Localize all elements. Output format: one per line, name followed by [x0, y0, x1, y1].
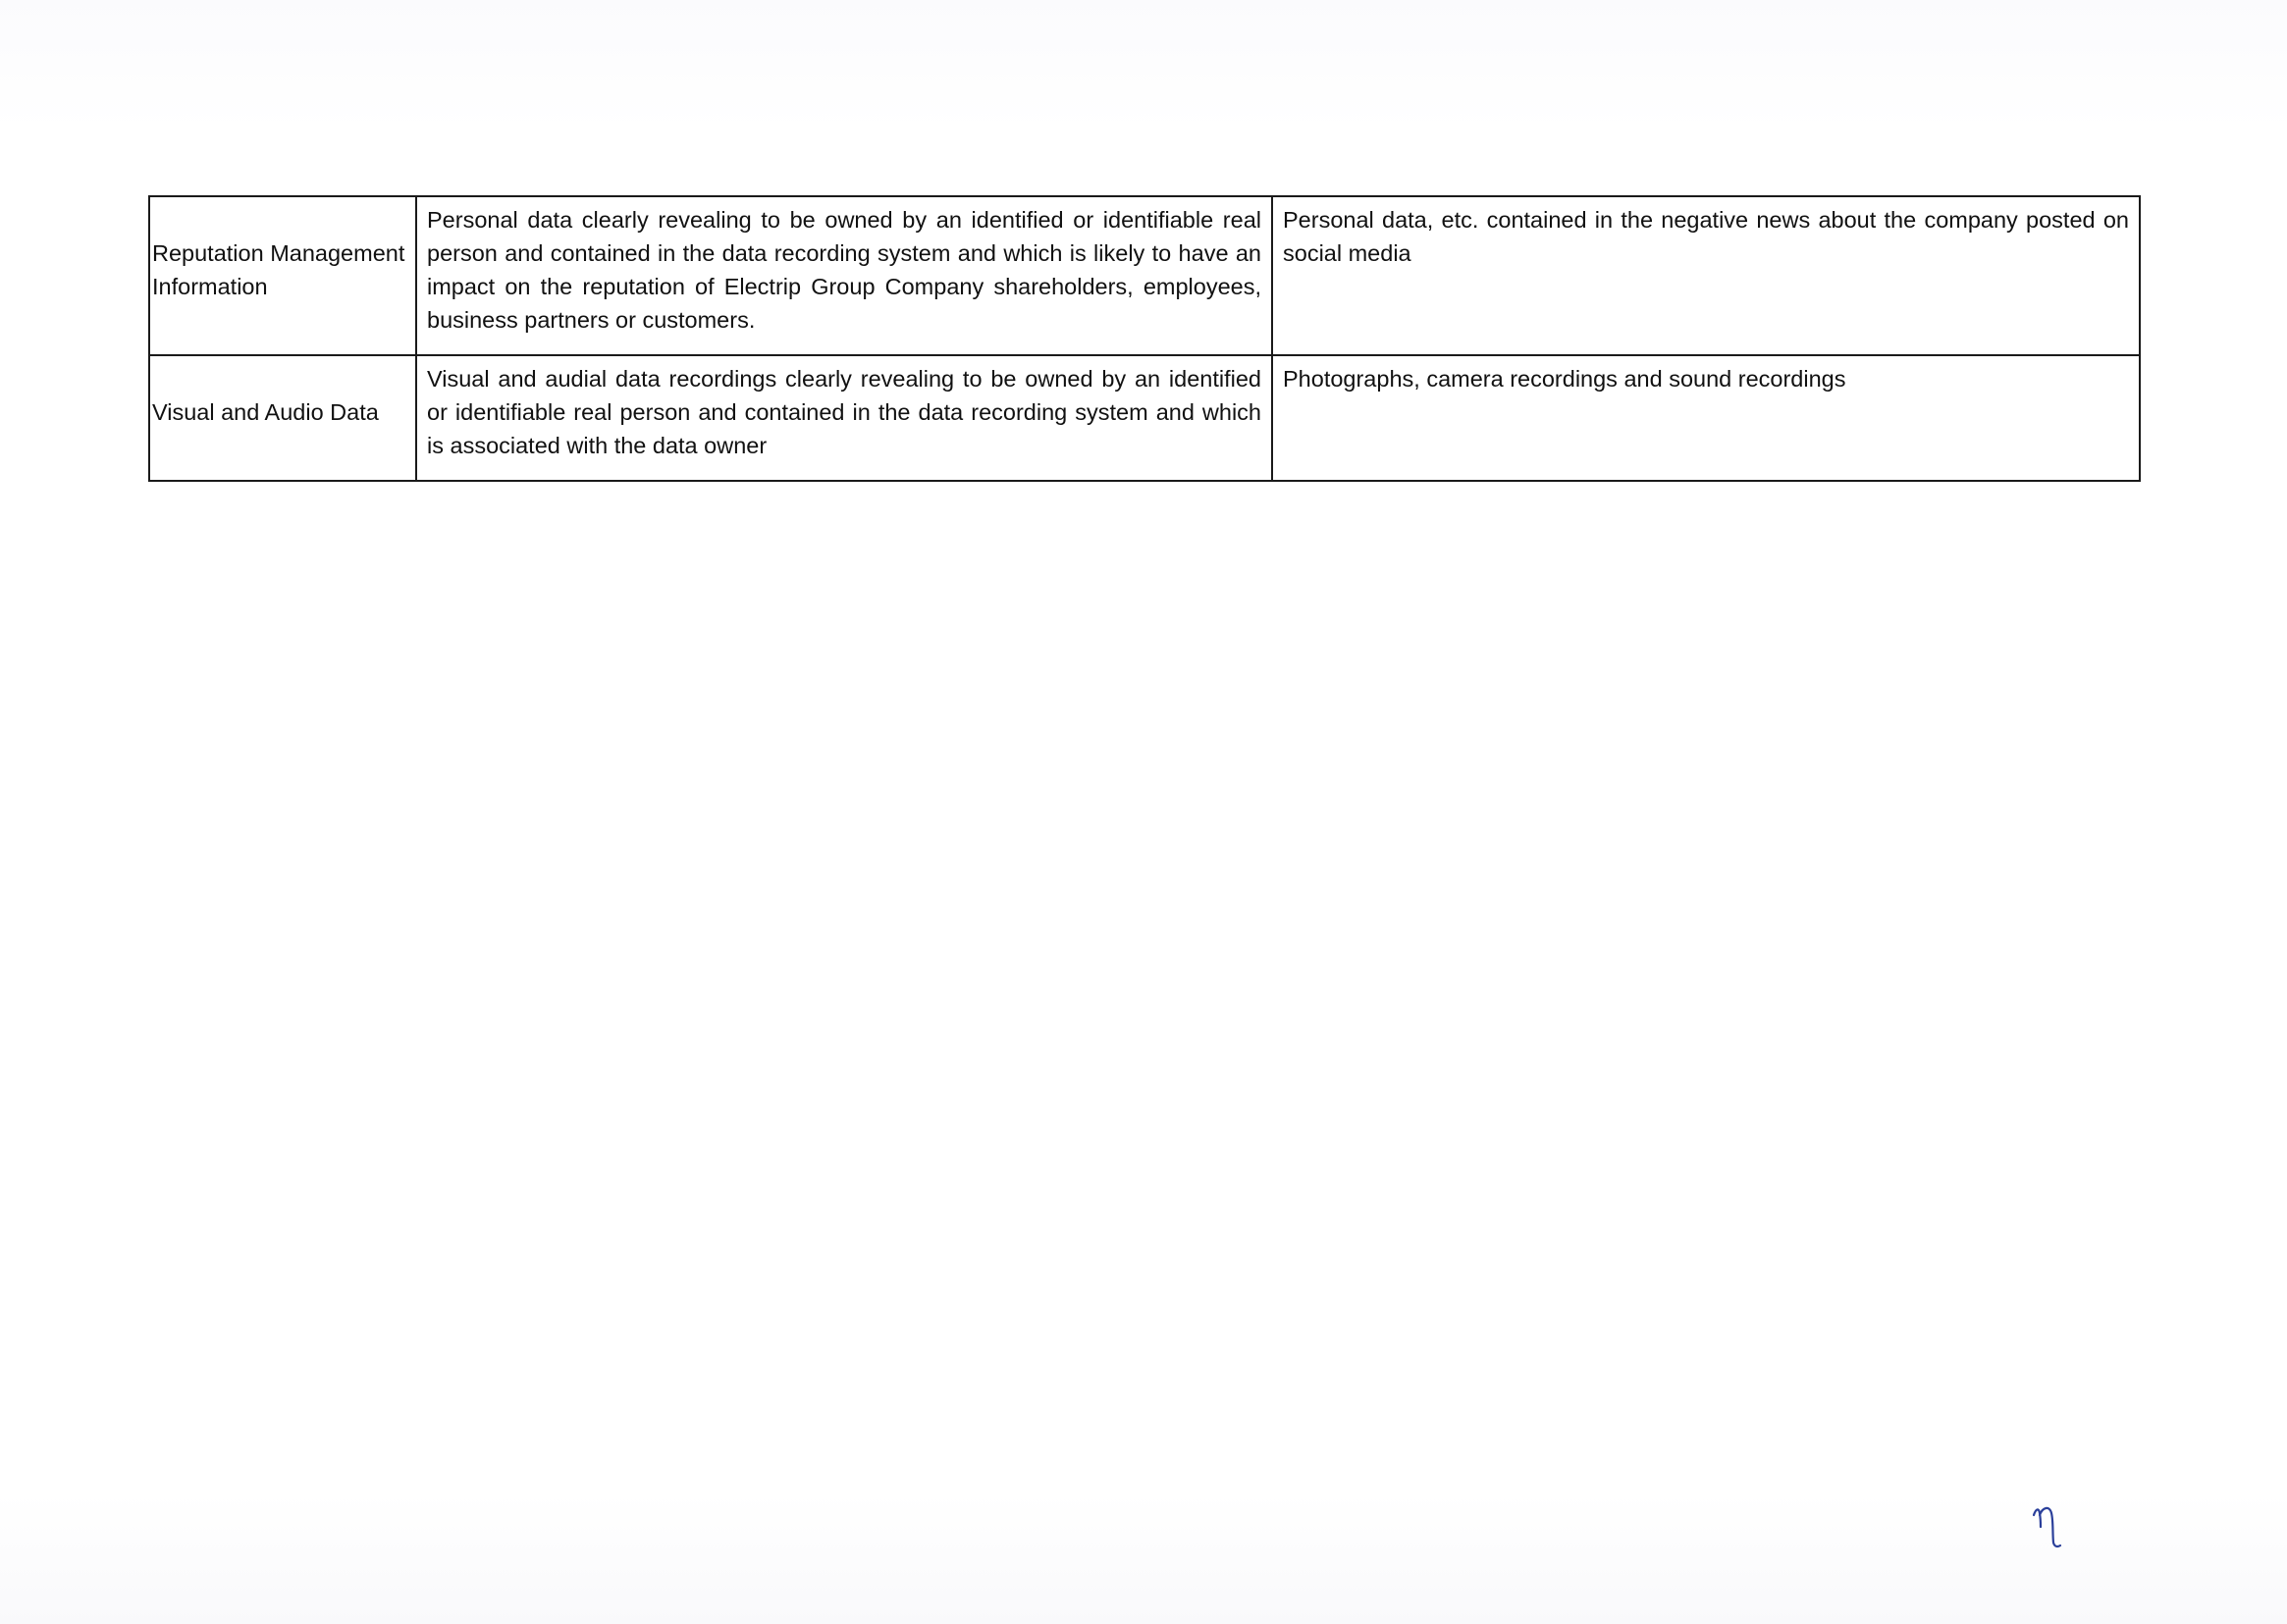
handwritten-initial-signature	[2030, 1501, 2069, 1550]
example-cell: Photographs, camera recordings and sound recordings	[1272, 355, 2140, 481]
table-row	[149, 355, 2140, 481]
table-row	[149, 196, 2140, 355]
description-cell: Visual and audial data recordings clearly revealing to be owned by an identified or identifiable real person and contained in the data recording system and which is associated with the data owner	[416, 355, 1272, 481]
category-cell: Reputation Management Information	[149, 196, 416, 355]
description-cell: Personal data clearly revealing to be owned by an identified or identifiable real person and contained in the data recording system and which is likely to have an impact on the reputation of Electrip Group Company shareholders, employees, business partners or customers.	[416, 196, 1272, 355]
personal-data-table	[148, 195, 2141, 482]
example-cell: Personal data, etc. contained in the negative news about the company posted on social media	[1272, 196, 2140, 355]
category-cell: Visual and Audio Data	[149, 355, 416, 481]
